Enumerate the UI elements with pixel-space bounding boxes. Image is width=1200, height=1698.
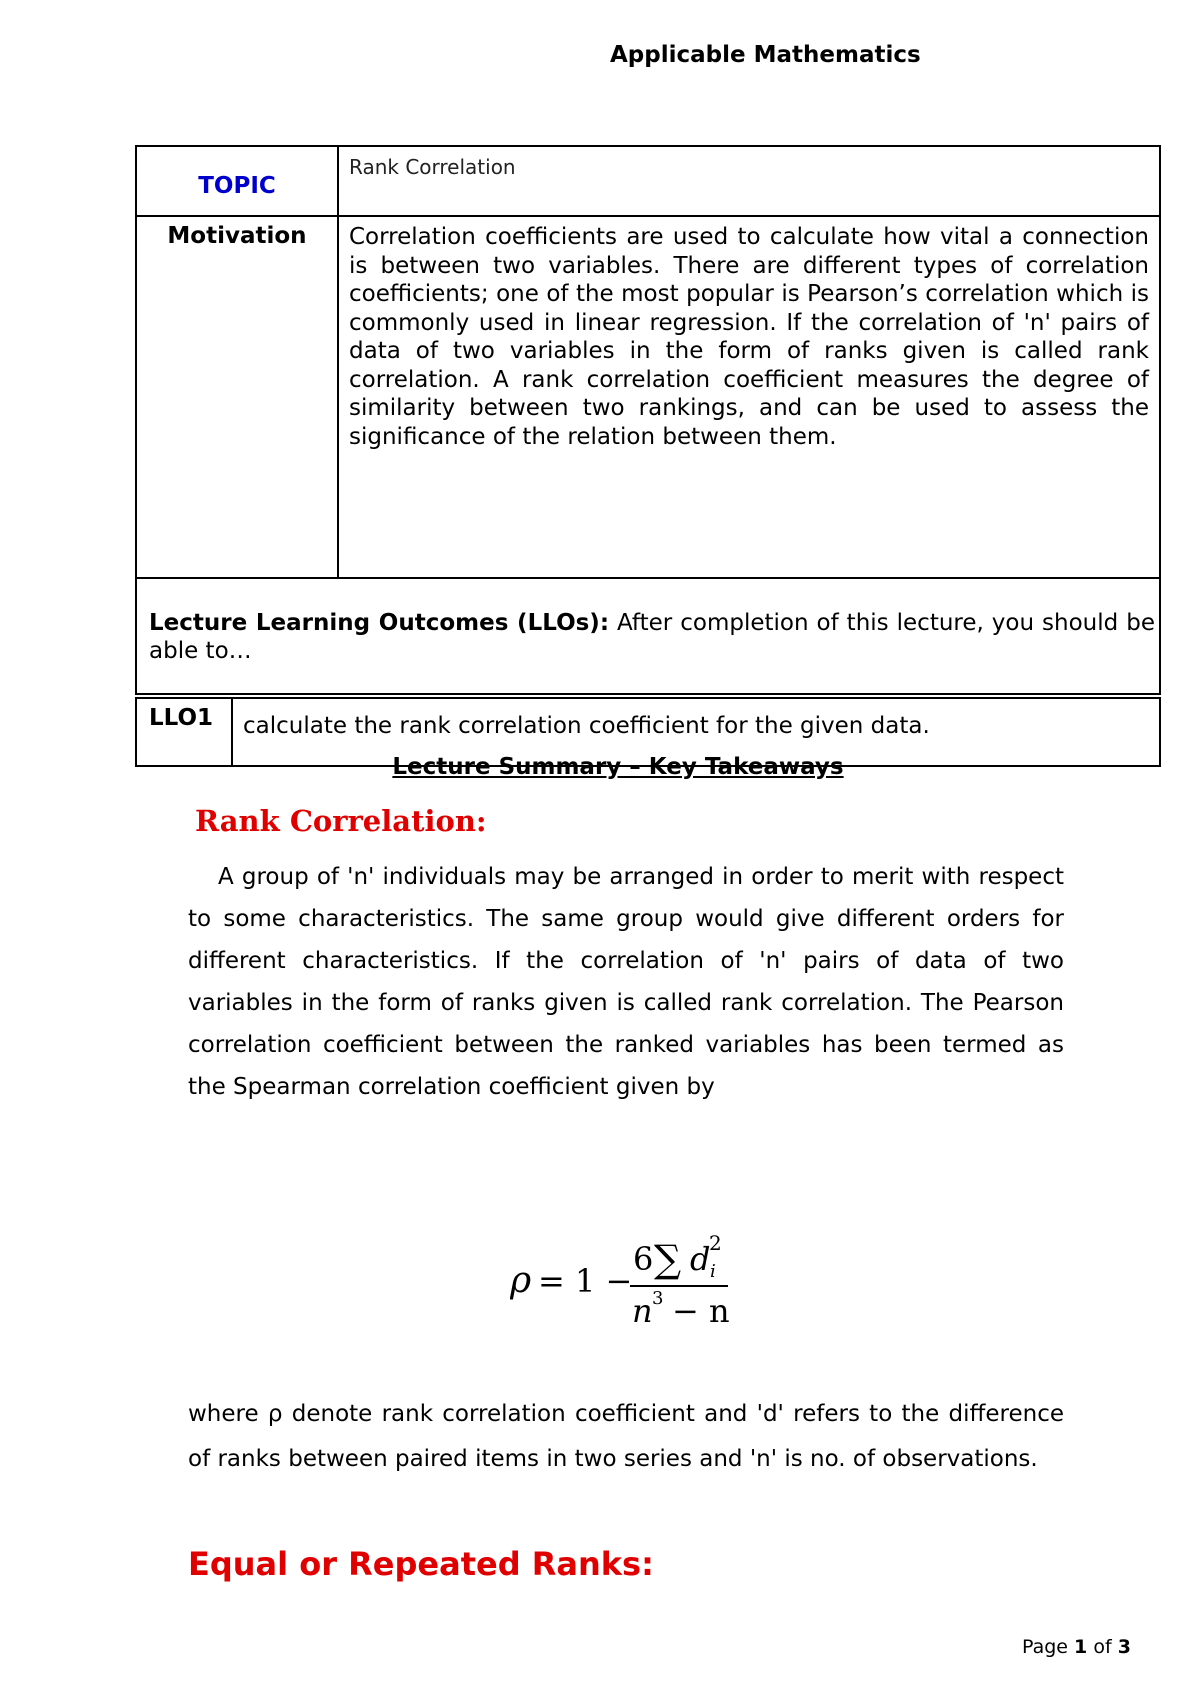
llo-description: calculate the rank correlation coefficient for the given data. <box>232 698 1160 766</box>
page-footer <box>1022 1636 1131 1658</box>
formula-rho: ρ <box>510 1260 532 1301</box>
formula-equals-one: = 1 − <box>538 1262 633 1300</box>
summary-title: Lecture Summary – Key Takeaways <box>392 754 844 780</box>
document-header-title: Applicable Mathematics <box>610 42 921 68</box>
motivation-row <box>136 216 1160 578</box>
footer-current-page: 1 <box>1074 1636 1088 1658</box>
spearman-formula <box>510 1228 750 1328</box>
footer-total-pages: 3 <box>1117 1636 1131 1658</box>
equal-ranks-heading: Equal or Repeated Ranks: <box>188 1545 654 1583</box>
rank-correlation-paragraph <box>188 856 1064 1108</box>
formula-numerator-coeff: 6 <box>633 1240 654 1278</box>
rank-correlation-heading: Rank Correlation: <box>195 804 487 838</box>
formula-sum-symbol: ∑ <box>654 1237 682 1281</box>
formula-d: d <box>690 1240 711 1278</box>
topic-row <box>136 146 1160 216</box>
formula-d-superscript: 2 <box>709 1231 722 1255</box>
rank-correlation-text: A group of 'n' individuals may be arranged in order to merit with respect to some characteristics. The same group would give different orders for different characteristics. If the correlation of 'n' pairs of data of two variables in the form of ranks given is called rank correlation. The Pearson correlation coefficient between the ranked variables has been termed as the Spearman correlation coefficient given by <box>188 864 1064 1100</box>
llo-code: LLO1 <box>136 698 232 766</box>
formula-denominator-exponent: 3 <box>652 1288 664 1309</box>
topic-table <box>135 145 1161 695</box>
formula-denominator-n: n <box>632 1292 653 1328</box>
formula-d-subscript: i <box>710 1261 716 1282</box>
formula-denominator-rest: − n <box>672 1292 730 1328</box>
llo-heading: Lecture Learning Outcomes (LLOs): <box>149 610 610 636</box>
motivation-label: Motivation <box>136 216 338 578</box>
motivation-text: Correlation coefficients are used to calculate how vital a connection is between two variables. There are different types of correlation coefficients; one of the most popular is Pearson’s correlation which is commonly used in linear regression. If the correlation of 'n' pairs of data of two variables in the form of ranks given is called rank correlation. A rank correlation coefficient measures the degree of similarity between two rankings, and can be used to assess the significance of the relation between them. <box>338 216 1160 578</box>
topic-label: TOPIC <box>136 146 338 216</box>
llo-intro-cell <box>136 578 1160 694</box>
topic-value: Rank Correlation <box>338 146 1160 216</box>
llo-intro-text: After completion of this lecture, you should be able to… <box>149 610 1155 664</box>
footer-of-word: of <box>1093 1636 1112 1658</box>
formula-explanation: where ρ denote rank correlation coefficient and 'd' refers to the difference of ranks between paired items in two series and 'n' is no. of observations. <box>188 1401 1064 1472</box>
llo-intro-row <box>136 578 1160 694</box>
footer-page-word: Page <box>1022 1636 1068 1658</box>
